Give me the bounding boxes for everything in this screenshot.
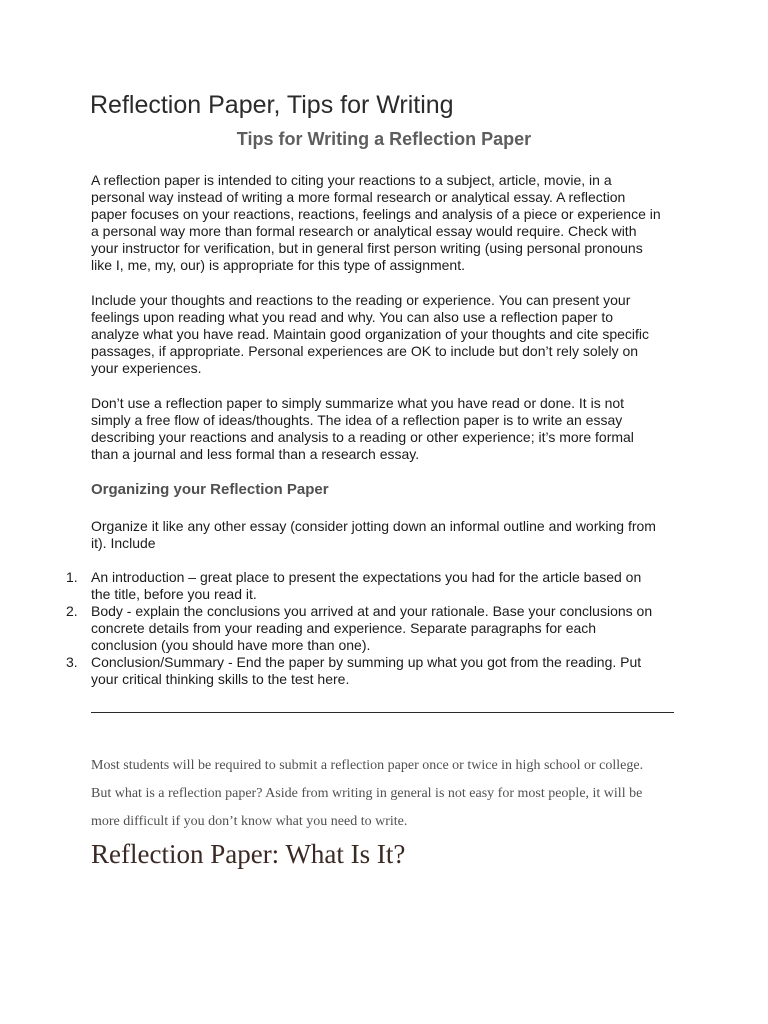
list-item xyxy=(0,569,700,603)
serif-intro-paragraph xyxy=(91,752,691,836)
paragraph-line: like I, me, my, our) is appropriate for this type of assignment. xyxy=(91,257,466,273)
organize-paragraph xyxy=(91,518,691,552)
paragraph-line: your experiences. xyxy=(91,360,202,376)
horizontal-rule xyxy=(91,712,674,713)
paragraph-line: more difficult if you don’t know what you need to write. xyxy=(91,814,408,829)
list-number: 2. xyxy=(66,603,78,619)
steps-list xyxy=(0,569,700,688)
document-title: Reflection Paper, Tips for Writing xyxy=(90,91,454,119)
document-subtitle: Tips for Writing a Reflection Paper xyxy=(236,129,532,149)
list-item-line: the title, before you read it. xyxy=(91,586,257,602)
list-item-line: An introduction – great place to present the expectations you had for the article based on xyxy=(91,569,642,585)
paragraph-line: Include your thoughts and reactions to the reading or experience. You can present your xyxy=(91,292,631,308)
section-heading: Organizing your Reflection Paper xyxy=(91,481,329,498)
paragraph-line: paper focuses on your reactions, reactions, feelings and analysis of a piece or experience in xyxy=(91,206,661,222)
list-item xyxy=(0,654,700,688)
paragraph-line: Organize it like any other essay (consider jotting down an informal outline and working from xyxy=(91,518,656,534)
intro-paragraph xyxy=(91,172,691,274)
list-item-line: Conclusion/Summary - End the paper by summing up what you got from the reading. Put xyxy=(91,654,642,670)
paragraph-line: passages, if appropriate. Personal experiences are OK to include but don’t rely solely on xyxy=(91,343,639,359)
paragraph-line: Most students will be required to submit a reflection paper once or twice in high school or college. xyxy=(91,758,644,773)
paragraph-line: your instructor for verification, but in general first person writing (using personal pronouns xyxy=(91,240,643,256)
list-number: 3. xyxy=(66,654,78,670)
paragraph-line: But what is a reflection paper? Aside from writing in general is not easy for most people, it will be xyxy=(91,786,643,801)
list-item-line: Body - explain the conclusions you arrived at and your rationale. Base your conclusions on xyxy=(91,603,653,619)
summary-warning-paragraph xyxy=(91,395,691,463)
paragraph-line: than a journal and less formal than a research essay. xyxy=(91,446,420,462)
list-item-line: conclusion (you should have more than one). xyxy=(91,637,371,653)
list-item xyxy=(0,603,700,654)
paragraph-line: a personal way more than formal research or analytical essay would require. Check with xyxy=(91,223,637,239)
paragraph-line: personal way instead of writing a more formal research or analytical essay. A reflection xyxy=(91,189,626,205)
paragraph-line: describing your reactions and analysis to a reading or other experience; it’s more formal xyxy=(91,429,634,445)
paragraph-line: A reflection paper is intended to citing your reactions to a subject, article, movie, in a xyxy=(91,172,612,188)
list-item-line: your critical thinking skills to the test here. xyxy=(91,671,350,687)
paragraph-line: simply a free flow of ideas/thoughts. The idea of a reflection paper is to write an essay xyxy=(91,412,623,428)
paragraph-line: it). Include xyxy=(91,535,156,551)
serif-section-heading: Reflection Paper: What Is It? xyxy=(91,839,406,869)
paragraph-line: analyze what you have read. Maintain good organization of your thoughts and cite specific xyxy=(91,326,650,342)
thoughts-paragraph xyxy=(91,292,691,377)
paragraph-line: Don’t use a reflection paper to simply summarize what you have read or done. It is not xyxy=(91,395,625,411)
list-number: 1. xyxy=(66,569,78,585)
paragraph-line: feelings upon reading what you read and why. You can also use a reflection paper to xyxy=(91,309,613,325)
list-item-line: concrete details from your reading and experience. Separate paragraphs for each xyxy=(91,620,597,636)
